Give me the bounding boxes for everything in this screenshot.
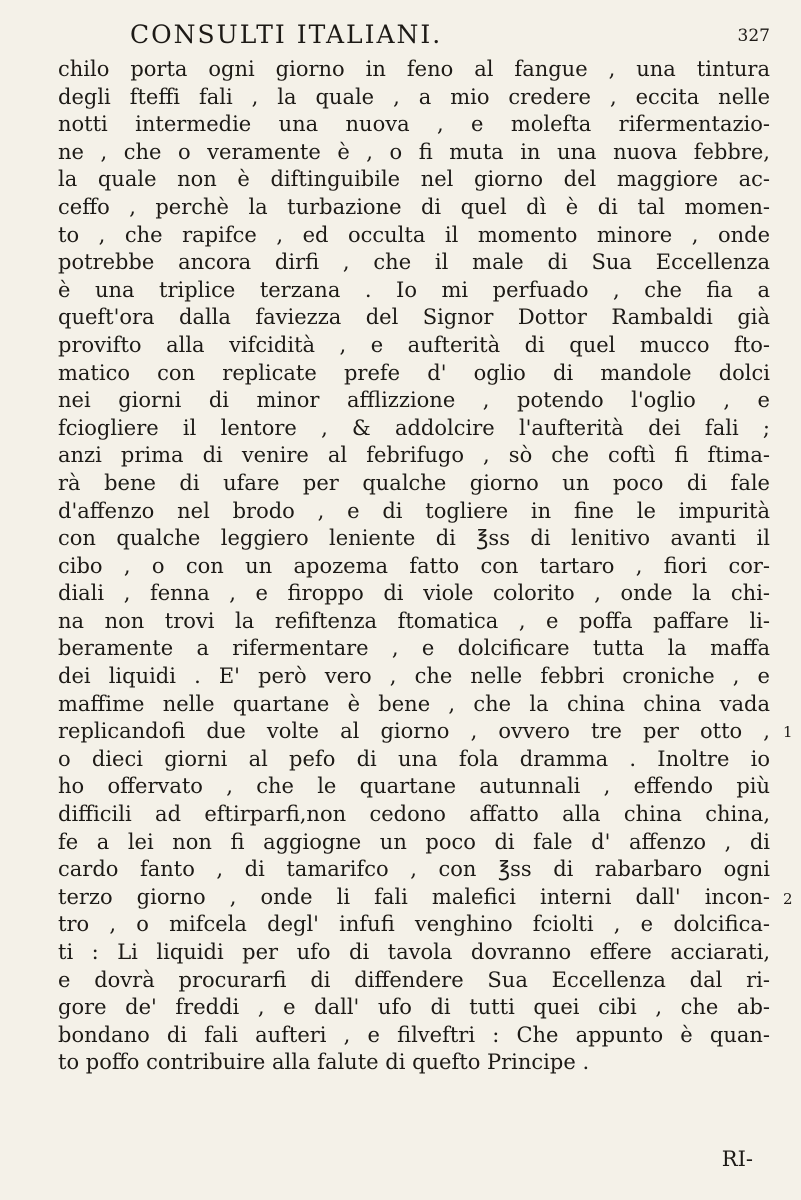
catchword: RI- <box>721 1147 753 1171</box>
text-line: diali , fenna , e firoppo di viole colorito , onde la chi- <box>58 581 770 606</box>
text-line: tro , o mifcela degl' infufi venghino fciolti , e dolcifica- <box>58 912 770 937</box>
text-line: ne , che o veramente è , o fi muta in una nuova febbre, <box>58 139 770 164</box>
text-line: bondano di fali aufteri , e filveftri : Che appunto è quan- <box>58 1022 770 1047</box>
text-line: cardo fanto , di tamarifco , con ℥ss di rabarbaro ogni <box>58 857 770 882</box>
running-header <box>130 20 770 54</box>
margin-mark: 2 <box>783 890 793 908</box>
text-line: maffime nelle quartane è bene , che la china china vada <box>58 691 770 716</box>
text-line: notti intermedie una nuova , e molefta rifermentazio- <box>58 112 770 137</box>
text-line: potrebbe ancora dirfi , che il male di Sua Eccellenza <box>58 250 770 275</box>
text-line: anzi prima di venire al febrifugo , sò che coftì fi ftima- <box>58 443 770 468</box>
text-line: con qualche leggiero leniente di ℥ss di lenitivo avanti il <box>58 526 770 551</box>
text-line: nei giorni di minor afflizzione , potendo l'oglio , e <box>58 388 770 413</box>
text-line: la quale non è diftinguibile nel giorno del maggiore ac- <box>58 167 770 192</box>
text-line: to poffo contribuire alla falute di quefto Principe . <box>58 1050 590 1075</box>
text-line: fe a lei non fi aggiogne un poco di fale d' affenzo , di <box>58 829 770 854</box>
text-line: to , che rapifce , ed occulta il momento minore , onde <box>58 222 770 247</box>
text-line: ti : Li liquidi per ufo di tavola dovranno effere acciarati, <box>58 940 770 964</box>
text-line: ceffo , perchè la turbazione di quel dì è di tal momen- <box>58 194 770 219</box>
text-line: d'affenzo nel brodo , e di togliere in fine le impurità <box>58 498 770 523</box>
text-line: queft'ora dalla faviezza del Signor Dottor Rambaldi già <box>58 305 770 330</box>
text-line: cibo , o con un apozema fatto con tartaro , fiori cor- <box>58 553 770 578</box>
text-line: e dovrà procurarfi di diffendere Sua Eccellenza dal ri- <box>58 967 770 992</box>
margin-mark: 1 <box>783 723 793 741</box>
running-title: CONSULTI ITALIANI. <box>130 20 443 49</box>
text-line: terzo giorno , onde li fali malefici interni dall' incon- <box>58 884 770 909</box>
text-line: beramente a rifermentare , e dolcificare tutta la maffa <box>58 636 770 661</box>
text-line: chilo porta ogni giorno in feno al fangue , una tintura <box>58 57 770 81</box>
text-line: rà bene di ufare per qualche giorno un poco di fale <box>58 470 770 495</box>
text-line: na non trovi la refiftenza ftomatica , e poffa paffare li- <box>58 608 770 633</box>
text-line: difficili ad eftirparfi,non cedono affatto alla china china, <box>58 802 770 827</box>
text-line: replicandofi due volte al giorno , ovvero tre per otto , <box>58 719 770 744</box>
body-text <box>58 56 770 1077</box>
text-line: degli fteffi fali , la quale , a mio credere , eccita nelle <box>58 84 770 109</box>
text-line: fciogliere il lentore , & addolcire l'aufterità dei fali ; <box>58 415 770 440</box>
text-line: provifto alla vifcidità , e aufterità di quel mucco fto- <box>58 332 770 357</box>
text-line: è una triplice terzana . Io mi perfuado , che fia a <box>58 277 770 302</box>
text-line: o dieci giorni al pefo di una fola dramma . Inoltre io <box>58 746 770 771</box>
text-line: matico con replicate prefe d' oglio di mandole dolci <box>58 360 770 385</box>
text-line: dei liquidi . E' però vero , che nelle febbri croniche , e <box>58 664 770 689</box>
page-number: 327 <box>737 26 770 46</box>
text-line: ho offervato , che le quartane autunnali , effendo più <box>58 774 770 799</box>
text-line: gore de' freddi , e dall' ufo di tutti quei cibi , che ab- <box>58 995 770 1020</box>
